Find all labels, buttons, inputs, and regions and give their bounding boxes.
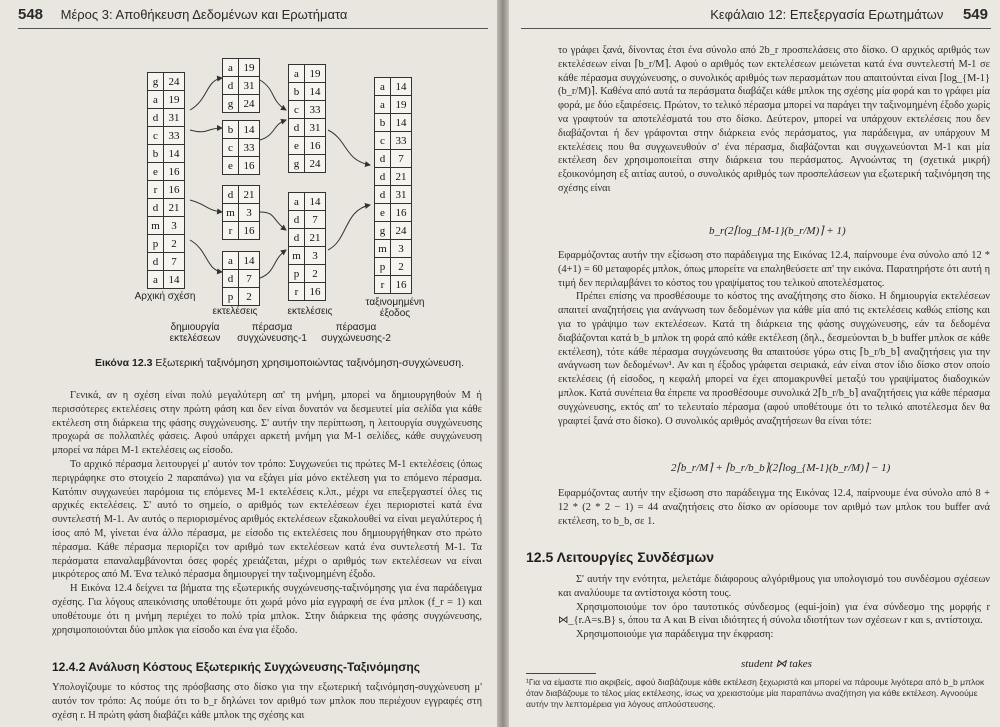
record-value: 14 — [168, 147, 180, 160]
record-row — [223, 59, 259, 77]
record-value: 3 — [171, 219, 177, 232]
record-value: 16 — [243, 159, 255, 172]
label-merge-pass-2: πέρασμα συγχώνευσης-2 — [321, 322, 391, 344]
record-key: c — [223, 139, 239, 156]
record-key: r — [375, 276, 391, 293]
record-row — [223, 95, 259, 112]
record-row — [375, 258, 411, 276]
record-value: 3 — [398, 242, 404, 255]
record-value: 7 — [171, 255, 177, 268]
left-page — [0, 0, 498, 727]
record-value: 33 — [243, 141, 255, 154]
run-1-table — [222, 251, 260, 306]
record-row — [223, 288, 259, 305]
record-row — [223, 252, 259, 270]
record-value: 2 — [398, 260, 404, 273]
record-key: p — [289, 265, 305, 282]
record-value: 19 — [309, 67, 321, 80]
record-key: d — [148, 199, 164, 216]
record-key: d — [148, 253, 164, 270]
record-value: 19 — [395, 98, 407, 111]
run-1-table — [222, 120, 260, 175]
sorted-output-table — [374, 77, 412, 294]
left-paragraph-2: Το αρχικό πέρασμα λειτουργεί μ' αυτόν τον τρόπο: Συγχωνεύει τις πρώτες M-1 εκτελέσεις (όπως περιγράφηκε στο στοιχείο 2 παραπάνω) για να εξάγει μία μόνο εκτέλεση για το επόμενο πέρασμα. Κατόπιν συγχωνεύει παρόμοια τις επόμενες M-1 εκτελέσεις κ.λπ., μέχρι να επεξεργαστεί όλες τις αρχικές εκτελέσεις. Σ' αυτό το σημείο, ο αριθμός των εκτελέσεων έχει περιοριστεί κατά ένα συντελεστή M-1. Αν αυτός ο περιορισμένος αριθμός εκτελέσεων εξακολουθεί να είναι μεγαλύτερος ή ίσος από M, γίνεται ένα άλλο πέρασμα, με είσοδο τις εκτελέσεις που δημιουργήθηκαν στο πρώτο πέρασμα. Κάθε πέρασμα περιορίζει τον αριθμό των εκτελέσεων κατά ένα συντελεστή M-1. Τα περάσματα επαναλαμβάνονται όσες φορές χρειάζεται, μέχρι ο αριθμός των εκτελέσεων να είναι μικρότερος από M. Ένα τελικό πέρασμα δημιουργεί την ταξινομημένη έξοδο. — [52, 458, 482, 581]
record-value: 16 — [243, 224, 255, 237]
book-gutter — [497, 0, 509, 727]
record-key: a — [289, 65, 305, 82]
run-1-table — [222, 185, 260, 240]
label-sorted-output: ταξινομημένη έξοδος — [365, 297, 425, 319]
record-key: g — [375, 222, 391, 239]
record-key: e — [148, 163, 164, 180]
record-row — [375, 132, 411, 150]
record-row — [375, 204, 411, 222]
record-key: a — [148, 91, 164, 108]
record-key: p — [375, 258, 391, 275]
record-key: d — [148, 109, 164, 126]
right-paragraph-4: Εφαρμόζοντας αυτήν την εξίσωση στο παράδειγμα της Εικόνας 12.4, παίρνουμε ένα σύνολο από 8 + 12 * (2 * 2 − 1) = 44 αναζητήσεις στο δίσκο αν ορίσουμε τον αριθμό των μπλοκ του buffer ανά εκτέλεση, το b_b, σε 1. — [558, 488, 990, 527]
record-value: 21 — [395, 170, 407, 183]
record-key: b — [375, 114, 391, 131]
record-row — [375, 168, 411, 186]
record-row — [289, 247, 325, 265]
record-row — [148, 235, 184, 253]
record-value: 24 — [395, 224, 407, 237]
right-body-text-2 — [558, 249, 990, 428]
record-key: m — [148, 217, 164, 234]
record-value: 33 — [168, 129, 180, 142]
right-page-header — [710, 6, 988, 23]
record-key: d — [289, 229, 305, 246]
record-key: d — [375, 150, 391, 167]
record-row — [289, 229, 325, 247]
record-value: 14 — [243, 254, 255, 267]
record-key: d — [289, 119, 305, 136]
record-value: 14 — [168, 273, 180, 286]
record-row — [148, 127, 184, 145]
record-key: a — [375, 78, 391, 95]
record-value: 33 — [395, 134, 407, 147]
record-key: p — [223, 288, 239, 305]
right-paragraph-7: Χρησιμοποιούμε για παράδειγμα την έκφραση: — [576, 629, 774, 641]
record-value: 2 — [312, 267, 318, 280]
record-row — [223, 270, 259, 288]
record-row — [375, 222, 411, 240]
record-value: 21 — [309, 231, 321, 244]
record-row — [289, 101, 325, 119]
record-row — [289, 211, 325, 229]
record-key: c — [289, 101, 305, 118]
record-row — [375, 186, 411, 204]
record-value: 24 — [243, 97, 255, 110]
record-value: 16 — [168, 165, 180, 178]
record-key: r — [289, 283, 305, 300]
record-value: 31 — [168, 111, 180, 124]
run-1-table — [222, 58, 260, 113]
record-value: 31 — [309, 121, 321, 134]
left-body-text-2 — [52, 681, 482, 722]
record-key: r — [148, 181, 164, 198]
right-header-rule — [521, 28, 991, 29]
record-key: e — [289, 137, 305, 154]
record-key: c — [375, 132, 391, 149]
record-value: 16 — [395, 278, 407, 291]
left-page-number: 548 — [18, 6, 44, 23]
record-row — [375, 150, 411, 168]
label-create-runs: δημιουργία εκτελέσεων — [169, 322, 221, 344]
footnote-rule — [526, 673, 596, 674]
record-key: m — [223, 204, 239, 221]
record-key: p — [148, 235, 164, 252]
record-key: d — [375, 186, 391, 203]
record-value: 33 — [309, 103, 321, 116]
equation-transfers: b_r(2⌈log_{M-1}(b_r/M)⌉ + 1) — [709, 225, 846, 237]
record-row — [289, 283, 325, 300]
record-row — [289, 193, 325, 211]
record-key: d — [223, 270, 239, 287]
record-row — [223, 186, 259, 204]
record-key: d — [375, 168, 391, 185]
record-row — [148, 145, 184, 163]
record-row — [289, 65, 325, 83]
right-paragraph-1: το γράφει ξανά, δίνοντας έτσι ένα σύνολο από 2b_r προσπελάσεις στο δίσκο. Ο αρχικός αριθμός των εκτελέσεων είναι ⌈b_r/M⌉. Αφού ο αριθμός των εκτελέσεων μειώνεται κατά ένα συντελεστή M-1 σε κάθε πέρασμα συγχώνευσης, ο συνολικός αριθμός των περασμάτων που απαιτούνται είναι ⌈log_{M-1}(b_r/M)⌉. Καθένα από αυτά τα περάσματα διαβάζει κάθε μπλοκ της σχέσης μία φορά και το γράφει μία φορά, με δύο εξαιρέσεις. Πρώτον, το τελικό πέρασμα μπορεί να παράγει την ταξινομημένη έξοδο χωρίς να γραφτούν τα αποτελέσματά του στο δίσκο. Δεύτερον, μπορεί να υπάρχουν εκτελέσεις που δεν διαβάζονται ή δεν γράφονται στην διάρκεια ενός περάσματος, για παράδειγμα, αν υπάρχουν M εκτελέσεις που θα συγχωνευθούν σ' ένα πέρασμα, διαβάζονται και συγχωνεύονται M-1 και μία εκτέλεση δεν χρησιμοποιείται στην διάρκεια του περάσματος. Αγνοώντας τη (σχετικά μικρή) εξοικονόμηση εξ αιτίας αυτού, ο συνολικός αριθμός των προσπελάσεων για εξωτερική ταξινόμηση της σχέσης είναι — [558, 45, 990, 194]
record-key: e — [375, 204, 391, 221]
record-row — [148, 181, 184, 199]
label-runs-2: εκτελέσεις — [287, 306, 333, 317]
record-row — [289, 137, 325, 155]
label-merge-pass-1: πέρασμα συγχώνευσης-1 — [237, 322, 307, 344]
record-row — [223, 222, 259, 239]
label-initial-relation: Αρχική σχέση — [134, 291, 196, 302]
section-heading-12-5: 12.5 Λειτουργίες Συνδέσμων — [526, 549, 715, 565]
record-key: e — [223, 157, 239, 174]
record-key: d — [289, 211, 305, 228]
record-key: g — [223, 95, 239, 112]
record-value: 7 — [398, 152, 404, 165]
footnote: ¹Για να είμαστε πιο ακριβείς, αφού διαβάζουμε κάθε εκτέλεση ξεχωριστά και μπορεί να πάρουμε λιγότερα από b_b μπλοκ όταν διαβάζουμε το τέλος μίας εκτέλεσης, ίσως να χρειαστούμε μία παραπάνω αναζήτηση για κάθε εκτέλεση. Αγνοούμε αυτήν την λεπτομέρεια για λόγους απλούστευσης. — [526, 677, 985, 709]
record-key: d — [223, 77, 239, 94]
record-key: m — [375, 240, 391, 257]
equation-join-example: student ⋈ takes — [741, 658, 812, 670]
record-row — [148, 199, 184, 217]
right-running-head: Κεφάλαιο 12: Επεξεργασία Ερωτημάτων — [710, 7, 944, 22]
record-key: a — [148, 271, 164, 288]
record-value: 16 — [168, 183, 180, 196]
record-value: 24 — [168, 75, 180, 88]
right-paragraph-2: Εφαρμόζοντας αυτήν την εξίσωση στο παράδειγμα της Εικόνας 12.4, παίρνουμε ένα σύνολο από 12 * (4+1) = 60 μεταφορές μπλοκ, όπως μπορείτε να επαληθεύσετε απ' την εικόνα. Παρατηρήστε ότι αυτή η τιμή δεν περιλαμβάνει το κόστος του γραψίματος του τελικού αποτελέσματος. — [558, 250, 990, 289]
right-body-text-4 — [558, 573, 990, 642]
record-value: 24 — [309, 157, 321, 170]
left-running-head: Μέρος 3: Αποθήκευση Δεδομένων και Ερωτήματα — [60, 7, 348, 22]
record-row — [223, 157, 259, 174]
record-key: b — [289, 83, 305, 100]
record-key: a — [289, 193, 305, 210]
record-row — [289, 119, 325, 137]
run-2-table — [288, 192, 326, 301]
caption-label: Εικόνα 12.3 — [95, 357, 153, 369]
record-row — [375, 276, 411, 293]
right-paragraph-5: Σ' αυτήν την ενότητα, μελετάμε διάφορους αλγόριθμους για υπολογισμό του συνδέσμου σχέσεων και αναλύουμε τα αντίστοιχα κόστη τους. — [558, 574, 990, 599]
record-row — [375, 114, 411, 132]
record-key: c — [148, 127, 164, 144]
right-paragraph-3: Πρέπει επίσης να προσθέσουμε το κόστος της αναζήτησης στο δίσκο. Η δημιουργία εκτελέσεων απαιτεί αναζητήσεις για ανάγνωση των δεδομένων για κάθε μία από τις εκτελέσεις καθώς επίσης και για το γράψιμο των εκτελέσεων. Κατά τη διάρκεια της φάσης συγχώνευσης, εάν τα δεδομένα διαβάζονται κατά b_b μπλοκ τη φορά από κάθε εκτέλεση (δηλ., δεσμεύονται b_b buffer μπλοκ σε κάθε εκτέλεση), τότε κάθε πέρασμα συγχώνευσης θα απαιτούσε γύρω στις ⌈b_r/b_b⌉ αναζητήσεις για την ανάγνωση των δεδομένων¹. Αν και η έξοδος γράφεται σειριακά, εάν είναι στον ίδιο δίσκο στον οποίο εκτελέσεις (ή είσοδος, η κεφαλή μπορεί να έχει απομακρυνθεί μεταξύ του γραψίματος διαδοχικών μπλοκ. Κατά συνέπεια θα έπρεπε να προσθέσουμε συνολικά 2⌈b_r/b_b⌉ αναζητήσεις για κάθε πέρασμα συγχώνευσης, εκτός απ' το τελευταίο πέρασμα (αφού υποθέτουμε ότι το τελικό αποτέλεσμα δεν θα γραφτεί ξανά στο δίσκο). Ο συνολικός αριθμός αναζητήσεων θα είναι τότε: — [558, 291, 990, 427]
record-value: 16 — [309, 285, 321, 298]
record-key: g — [289, 155, 305, 172]
record-value: 2 — [246, 290, 252, 303]
initial-relation-table — [147, 72, 185, 289]
record-value: 19 — [243, 61, 255, 74]
record-row — [148, 109, 184, 127]
right-page — [509, 0, 1000, 727]
record-value: 14 — [309, 85, 321, 98]
right-paragraph-6: Χρησιμοποιούμε τον όρο ταυτοτικός σύνδεσμος (equi-join) για ένα σύνδεσμο της μορφής r ⋈_{r.A=s.B} s, όπου τα A και B είναι ιδιότητες ή σύνολα ιδιοτήτων των σχέσεων r και s, αντίστοιχα. — [558, 601, 990, 627]
record-key: a — [375, 96, 391, 113]
record-row — [223, 121, 259, 139]
record-value: 2 — [171, 237, 177, 250]
left-paragraph-4: Υπολογίζουμε το κόστος της πρόσβασης στο δίσκο για την εξωτερική ταξινόμηση-συγχώνευση μ' αυτόν τον τρόπο: Ας πούμε ότι το b_r δηλώνει τον αριθμό των μπλοκ που περιέχουν εγγραφές στη σχέση r. Η πρώτη φάση διαβάζει κάθε μπλοκ της σχέσης και — [52, 682, 482, 721]
record-row — [148, 91, 184, 109]
record-value: 31 — [243, 79, 255, 92]
right-body-text-1 — [558, 44, 990, 196]
record-key: b — [223, 121, 239, 138]
record-value: 21 — [243, 188, 255, 201]
equation-seeks: 2⌈b_r/M⌉ + ⌈b_r/b_b⌉(2⌈log_{M-1}(b_r/M)⌉ − 1) — [671, 462, 891, 474]
record-value: 16 — [395, 206, 407, 219]
record-value: 14 — [309, 195, 321, 208]
record-row — [148, 163, 184, 181]
record-value: 14 — [243, 123, 255, 136]
record-key: a — [223, 252, 239, 269]
run-2-table — [288, 64, 326, 173]
label-runs-1: εκτελέσεις — [212, 306, 258, 317]
left-body-text — [52, 389, 482, 637]
record-key: r — [223, 222, 239, 239]
record-row — [289, 155, 325, 172]
left-paragraph-3: Η Εικόνα 12.4 δείχνει τα βήματα της εξωτερικής συγχώνευσης-ταξινόμησης για ένα παράδειγμα σχέσης. Για λόγους απεικόνισης υποθέτουμε ότι χωρά μόνο μία εγγραφή σε ένα μπλοκ (f_r = 1) και υποθέτουμε ότι η μνήμη περιέχει το πολύ τρία μπλοκ. Στην διάρκεια της φάσης συγχώνευσης, χρησιμοποιούνται δύο μπλοκ για είσοδο και ένα για έξοδο. — [52, 583, 482, 636]
record-row — [148, 271, 184, 288]
record-row — [148, 73, 184, 91]
record-row — [289, 83, 325, 101]
record-key: g — [148, 73, 164, 90]
right-body-text-3 — [558, 487, 990, 528]
section-heading-12-4-2: 12.4.2 Ανάλυση Κόστους Εξωτερικής Συγχώνευσης-Ταξινόμησης — [52, 660, 420, 674]
record-value: 7 — [246, 272, 252, 285]
record-key: a — [223, 59, 239, 76]
record-value: 14 — [395, 80, 407, 93]
record-value: 3 — [246, 206, 252, 219]
record-value: 14 — [395, 116, 407, 129]
record-key: b — [148, 145, 164, 162]
record-key: d — [223, 186, 239, 203]
record-value: 16 — [309, 139, 321, 152]
record-value: 21 — [168, 201, 180, 214]
record-value: 19 — [168, 93, 180, 106]
record-row — [223, 139, 259, 157]
record-key: m — [289, 247, 305, 264]
record-row — [223, 204, 259, 222]
right-page-number: 549 — [962, 6, 988, 23]
record-row — [375, 240, 411, 258]
caption-text: Εξωτερική ταξινόμηση χρησιμοποιώντας ταξινόμηση-συγχώνευση. — [155, 357, 464, 369]
record-row — [223, 77, 259, 95]
left-paragraph-1: Γενικά, αν η σχέση είναι πολύ μεγαλύτερη απ' τη μνήμη, μπορεί να δημιουργηθούν M ή περισσότερες εκτελέσεις στην πρώτη φάση και δεν είναι δυνατόν να δεσμευτεί μία σελίδα για κάθε εκτέλεση στη διάρκεια της φάσης συγχώνευσης. Σ' αυτήν την περίπτωση, η λειτουργία συγχώνευσης προχωρά σε πολλαπλές φάσεις. Αφού υπάρχει αρκετή μνήμη για M-1 σελίδες, κάθε συγχώνευση μπορεί να πάρει M-1 εκτελέσεις ως είσοδο. — [52, 390, 482, 457]
record-row — [375, 78, 411, 96]
record-row — [289, 265, 325, 283]
figure-caption — [95, 357, 464, 369]
record-value: 31 — [395, 188, 407, 201]
record-value: 3 — [312, 249, 318, 262]
record-row — [375, 96, 411, 114]
record-value: 7 — [312, 213, 318, 226]
record-row — [148, 217, 184, 235]
record-row — [148, 253, 184, 271]
